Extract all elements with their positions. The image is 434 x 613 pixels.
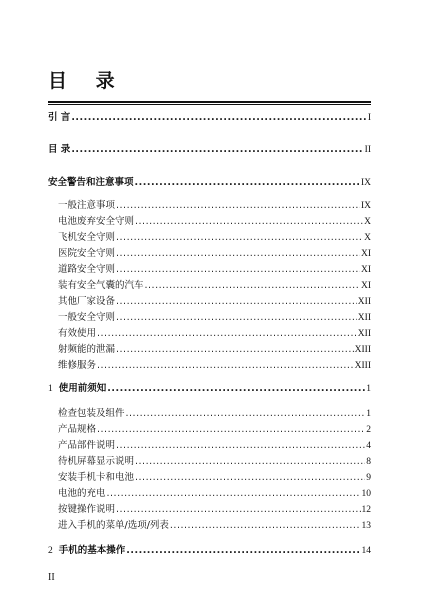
toc-leader-dots	[116, 199, 360, 212]
toc-entry-label: 安全警告和注意事项	[48, 177, 134, 188]
page-number: II	[48, 572, 55, 583]
toc-leader-dots	[135, 471, 365, 484]
toc-leader-dots	[135, 215, 363, 228]
toc-page-number: XI	[360, 265, 371, 275]
toc-section-entry[interactable]	[58, 231, 371, 245]
toc-section-entry[interactable]	[58, 407, 371, 421]
toc-page-number: II	[364, 145, 371, 155]
toc-chapter-entry[interactable]	[48, 143, 371, 157]
toc-page-number: XII	[357, 297, 371, 307]
toc-page-number: XI	[360, 281, 371, 291]
toc-entry-label: 有效使用	[58, 328, 97, 339]
toc-leader-dots	[71, 143, 363, 156]
title-rule-thin	[48, 104, 371, 105]
toc-section-entry[interactable]	[58, 327, 371, 341]
toc-section-entry[interactable]	[58, 455, 371, 469]
page-title: 目 录	[48, 70, 126, 92]
toc-section-entry[interactable]	[58, 471, 371, 485]
toc-page-number: 12	[361, 505, 371, 515]
toc-page-number: XII	[357, 329, 371, 339]
toc-page-number: 14	[361, 546, 371, 556]
toc-section-entry[interactable]	[58, 215, 371, 229]
toc-leader-dots	[116, 439, 365, 452]
toc-chapter-number: 1	[48, 384, 53, 394]
toc-section-entry[interactable]	[58, 343, 371, 357]
toc-entry-label: 待机屏幕显示说明	[58, 456, 135, 467]
toc-page-number: IX	[360, 201, 371, 211]
toc-entry-label: 维修服务	[58, 360, 97, 371]
toc-section-entry[interactable]	[58, 519, 371, 533]
toc-section-entry[interactable]	[58, 263, 371, 277]
toc-page-number: 2	[366, 425, 371, 435]
toc-page-number: X	[364, 217, 371, 227]
toc-entry-label: 电池的充电	[58, 488, 106, 499]
toc-leader-dots	[116, 231, 363, 244]
toc-leader-dots	[107, 487, 361, 500]
toc-page-number: 13	[361, 521, 371, 531]
toc-entry-label: 按键操作说明	[58, 504, 116, 515]
toc-section-entry[interactable]	[58, 423, 371, 437]
toc-entry-label: 飞机安全守则	[58, 232, 116, 243]
toc-leader-dots	[135, 176, 360, 189]
toc-section-entry[interactable]	[58, 439, 371, 453]
toc-page-number: XIII	[354, 345, 371, 355]
toc-entry-label: 装有安全气囊的汽车	[58, 280, 144, 291]
toc-entry-label: 检查包装及组件	[58, 408, 125, 419]
toc-leader-dots	[71, 111, 367, 124]
toc-leader-dots	[135, 455, 365, 468]
toc-section-entry[interactable]	[58, 503, 371, 517]
toc-page-number: XII	[357, 313, 371, 323]
toc-page-number: 1	[366, 409, 371, 419]
toc-entry-label: 目 录	[48, 144, 71, 155]
toc-leader-dots	[126, 407, 366, 420]
toc-entry-label: 使用前须知	[58, 383, 107, 394]
title-rule-thick	[48, 101, 371, 103]
toc-leader-dots	[126, 544, 360, 557]
toc-leader-dots	[116, 503, 360, 516]
toc-page-number: X	[364, 233, 371, 243]
toc-section-entry[interactable]	[58, 279, 371, 293]
toc-chapter-entry[interactable]	[48, 544, 371, 558]
toc-leader-dots	[97, 327, 357, 340]
toc-entry-label: 一般安全守则	[58, 312, 116, 323]
toc-entry-label: 手机的基本操作	[58, 545, 126, 556]
toc-entry-label: 进入手机的菜单/选项/列表	[58, 520, 169, 531]
toc-leader-dots	[107, 382, 365, 395]
toc-entry-label: 医院安全守则	[58, 248, 116, 259]
toc-entry-label: 射频能的泄漏	[58, 344, 116, 355]
toc-leader-dots	[97, 359, 354, 372]
toc-page-number: 1	[366, 384, 371, 394]
toc-page-number: IX	[360, 178, 371, 188]
toc-leader-dots	[116, 247, 360, 260]
toc-page-number: 10	[361, 489, 371, 499]
toc-entry-label: 安装手机卡和电池	[58, 472, 135, 483]
toc-page-number: I	[367, 113, 371, 123]
toc-entry-label: 引 言	[48, 112, 71, 123]
toc-entry-label: 产品规格	[58, 424, 97, 435]
toc-entry-label: 产品部件说明	[58, 440, 116, 451]
toc-page-number: 9	[366, 473, 371, 483]
toc-section-entry[interactable]	[58, 247, 371, 261]
toc-section-entry[interactable]	[58, 199, 371, 213]
toc-chapter-number: 2	[48, 546, 53, 556]
toc-chapter-entry[interactable]	[48, 111, 371, 125]
toc-chapter-entry[interactable]	[48, 382, 371, 396]
toc-page-number: XIII	[354, 361, 371, 371]
toc-section-entry[interactable]	[58, 295, 371, 309]
toc-page-number: XI	[360, 249, 371, 259]
toc-leader-dots	[145, 279, 360, 292]
toc-leader-dots	[116, 263, 360, 276]
toc-entry-label: 一般注意事项	[58, 200, 116, 211]
toc-leader-dots	[170, 519, 361, 532]
toc-page-number: 8	[366, 457, 371, 467]
toc-chapter-entry[interactable]	[48, 176, 371, 190]
toc-entry-label: 其他厂家设备	[58, 296, 116, 307]
toc-leader-dots	[116, 295, 357, 308]
toc-section-entry[interactable]	[58, 311, 371, 325]
toc-leader-dots	[116, 311, 357, 324]
toc-leader-dots	[97, 423, 365, 436]
toc-entry-label: 电池废弃安全守则	[58, 216, 135, 227]
toc-section-entry[interactable]	[58, 359, 371, 373]
toc-leader-dots	[116, 343, 354, 356]
toc-section-entry[interactable]	[58, 487, 371, 501]
toc-page-number: 4	[366, 441, 371, 451]
toc-entry-label: 道路安全守则	[58, 264, 116, 275]
